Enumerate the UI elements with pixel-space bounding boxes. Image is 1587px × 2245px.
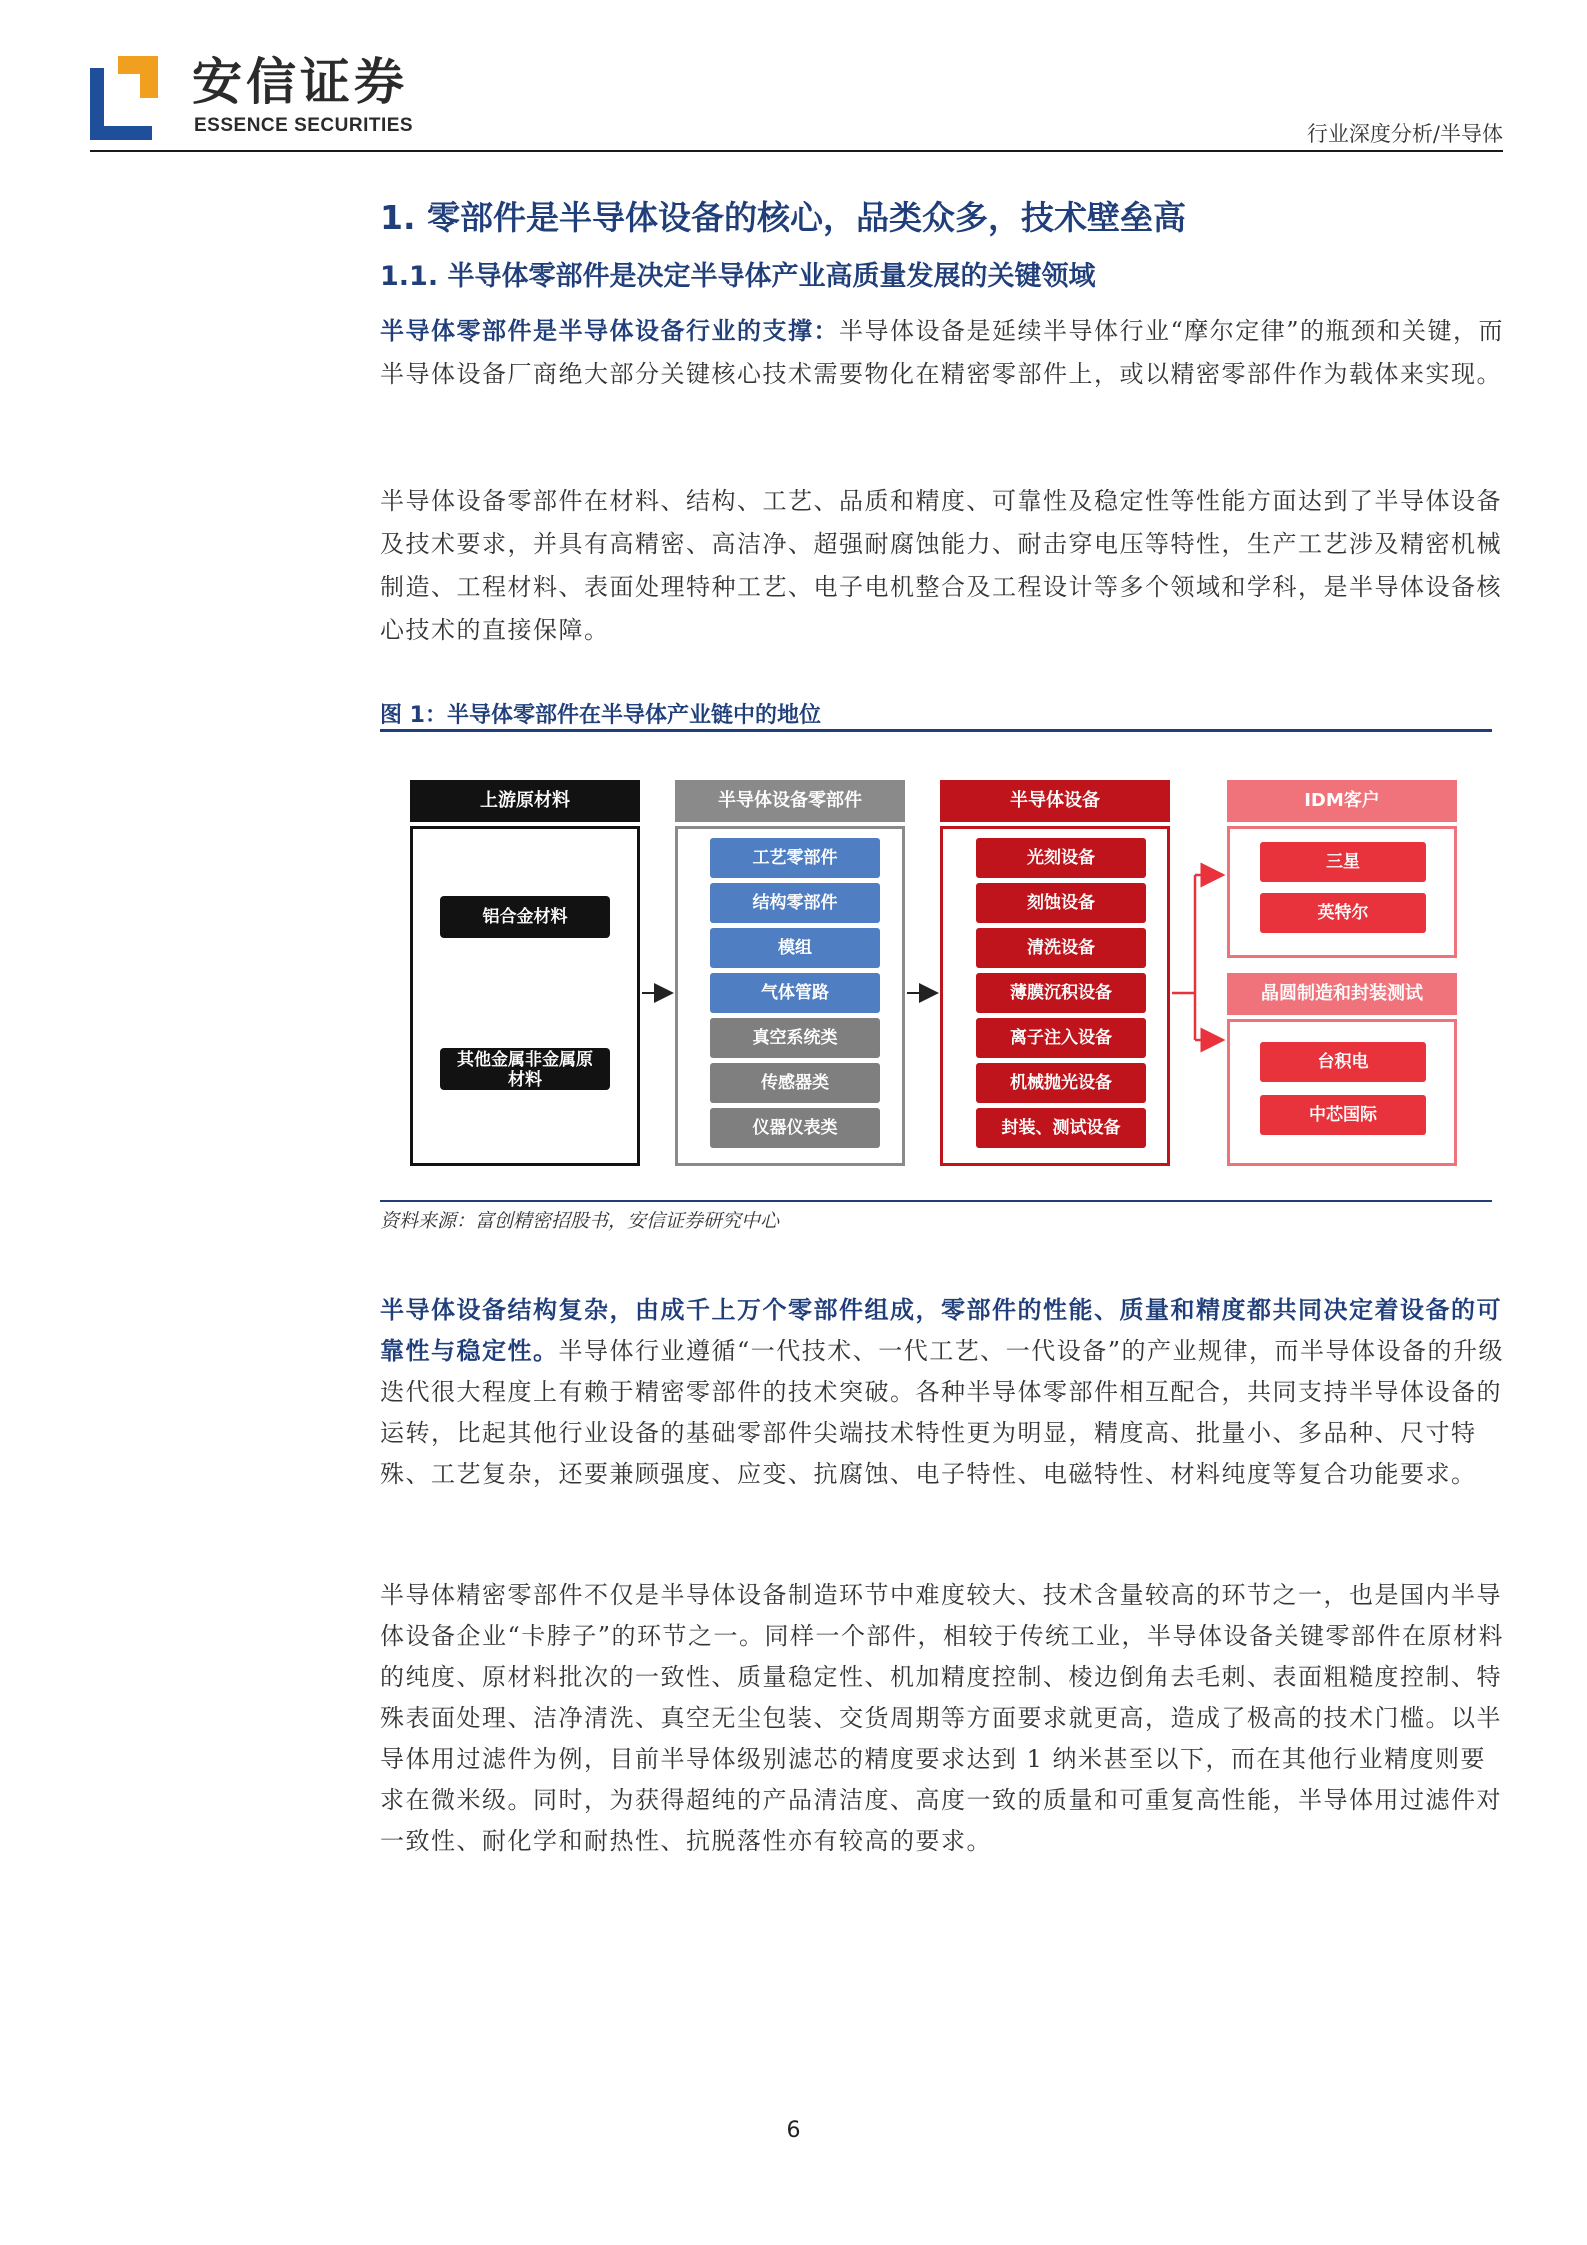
parts-item-vacuum: 真空系统类: [710, 1018, 880, 1058]
equipment-item-packaging-test: 封装、测试设备: [976, 1108, 1146, 1148]
paragraph-1-lead: 半导体零部件是半导体设备行业的支撑：: [380, 317, 839, 345]
idm-header: IDM客户: [1227, 780, 1457, 822]
paragraph-1-body: 半导体设备是延续半导体行业“摩尔定律”的瓶颈和关键，而半导体设备厂商绝大部分关键核心技术需要物化在精密零部件上，或以精密零部件作为载体来实现。: [380, 317, 1505, 388]
paragraph-3-lead: 半导体设备结构复杂，由成千上万个零部件组成，零部件的性能、质量和精度都共同决定着设备的可靠性与稳定性。: [380, 1296, 1502, 1365]
foundry-item-tsmc: 台积电: [1260, 1042, 1426, 1082]
figure-source: 资料来源：富创精密招股书，安信证券研究中心: [380, 1210, 780, 1232]
diagram-arrows: [380, 740, 1492, 1195]
page-number: 6: [786, 2118, 801, 2143]
equipment-item-cmp: 机械抛光设备: [976, 1063, 1146, 1103]
parts-item-sensor: 传感器类: [710, 1063, 880, 1103]
brand-name-en: ESSENCE SECURITIES: [194, 115, 414, 136]
paragraph-3: [380, 1290, 1510, 1495]
equipment-item-ion-implant: 离子注入设备: [976, 1018, 1146, 1058]
section-heading: 1. 零部件是半导体设备的核心，品类众多，技术壁垒高: [380, 198, 1186, 237]
parts-item-instrument: 仪器仪表类: [710, 1108, 880, 1148]
foundry-item-smic: 中芯国际: [1260, 1095, 1426, 1135]
equipment-item-lithography: 光刻设备: [976, 838, 1146, 878]
subsection-heading: 1.1. 半导体零部件是决定半导体产业高质量发展的关键领域: [380, 261, 1096, 292]
essence-logo-icon: [90, 56, 158, 140]
paragraph-3-body: 半导体行业遵循“一代技术、一代工艺、一代设备”的产业规律，而半导体设备的升级迭代很大程度上有赖于精密零部件的技术突破。各种半导体零部件相互配合，共同支持半导体设备的运转，比起其他行业设备的基础零部件尖端技术特性更为明显，精度高、批量小、多品种、尺寸特殊、工艺复杂，还要兼顾强度、应变、抗腐蚀、电子特性、电磁特性、材料纯度等复合功能要求。: [380, 1337, 1505, 1488]
equipment-header: 半导体设备: [940, 780, 1170, 822]
equipment-item-etching: 刻蚀设备: [976, 883, 1146, 923]
equipment-item-cleaning: 清洗设备: [976, 928, 1146, 968]
figure-title: 图 1：半导体零部件在半导体产业链中的地位: [380, 703, 821, 728]
figure-top-rule: [380, 729, 1492, 732]
idm-item-intel: 英特尔: [1260, 893, 1426, 933]
report-type: 行业深度分析/半导体: [1306, 122, 1503, 146]
paragraph-2: 半导体设备零部件在材料、结构、工艺、品质和精度、可靠性及稳定性等性能方面达到了半导体设备及技术要求，并具有高精密、高洁净、超强耐腐蚀能力、耐击穿电压等特性，生产工艺涉及精密机械制造、工程材料、表面处理特种工艺、电子电机整合及工程设计等多个领域和学科，是半导体设备核心技术的直接保障。: [380, 487, 1502, 644]
upstream-item-aluminum: 铝合金材料: [440, 896, 610, 938]
industry-chain-diagram: [380, 740, 1492, 1195]
paragraph-1: [380, 310, 1510, 396]
foundry-header: 晶圆制造和封装测试: [1227, 973, 1457, 1015]
header-divider: [90, 150, 1503, 152]
figure-bottom-rule: [380, 1200, 1492, 1202]
idm-item-samsung: 三星: [1260, 842, 1426, 882]
upstream-item-other-materials-label: 其他金属非金属原材料: [457, 1050, 593, 1090]
parts-item-gas-line: 气体管路: [710, 973, 880, 1013]
parts-header: 半导体设备零部件: [675, 780, 905, 822]
equipment-item-deposition: 薄膜沉积设备: [976, 973, 1146, 1013]
paragraph-4: 半导体精密零部件不仅是半导体设备制造环节中难度较大、技术含量较高的环节之一，也是国内半导体设备企业“卡脖子”的环节之一。同样一个部件，相较于传统工业，半导体设备关键零部件在原材料的纯度、原材料批次的一致性、质量稳定性、机加精度控制、棱边倒角去毛刺、表面粗糙度控制、特殊表面处理、洁净清洗、真空无尘包装、交货周期等方面要求就更高，造成了极高的技术门槛。以半导体用过滤件为例，目前半导体级别滤芯的精度要求达到 1 纳米甚至以下，而在其他行业精度则要求在微米级。同时，为获得超纯的产品清洁度、高度一致的质量和可重复高性能，半导体用过滤件对一致性、耐化学和耐热性、抗脱落性亦有较高的要求。: [380, 1581, 1505, 1855]
upstream-header: 上游原材料: [410, 780, 640, 822]
parts-item-structure: 结构零部件: [710, 883, 880, 923]
parts-item-module: 模组: [710, 928, 880, 968]
parts-item-process: 工艺零部件: [710, 838, 880, 878]
brand-name-cn: 安信证券: [192, 53, 408, 111]
